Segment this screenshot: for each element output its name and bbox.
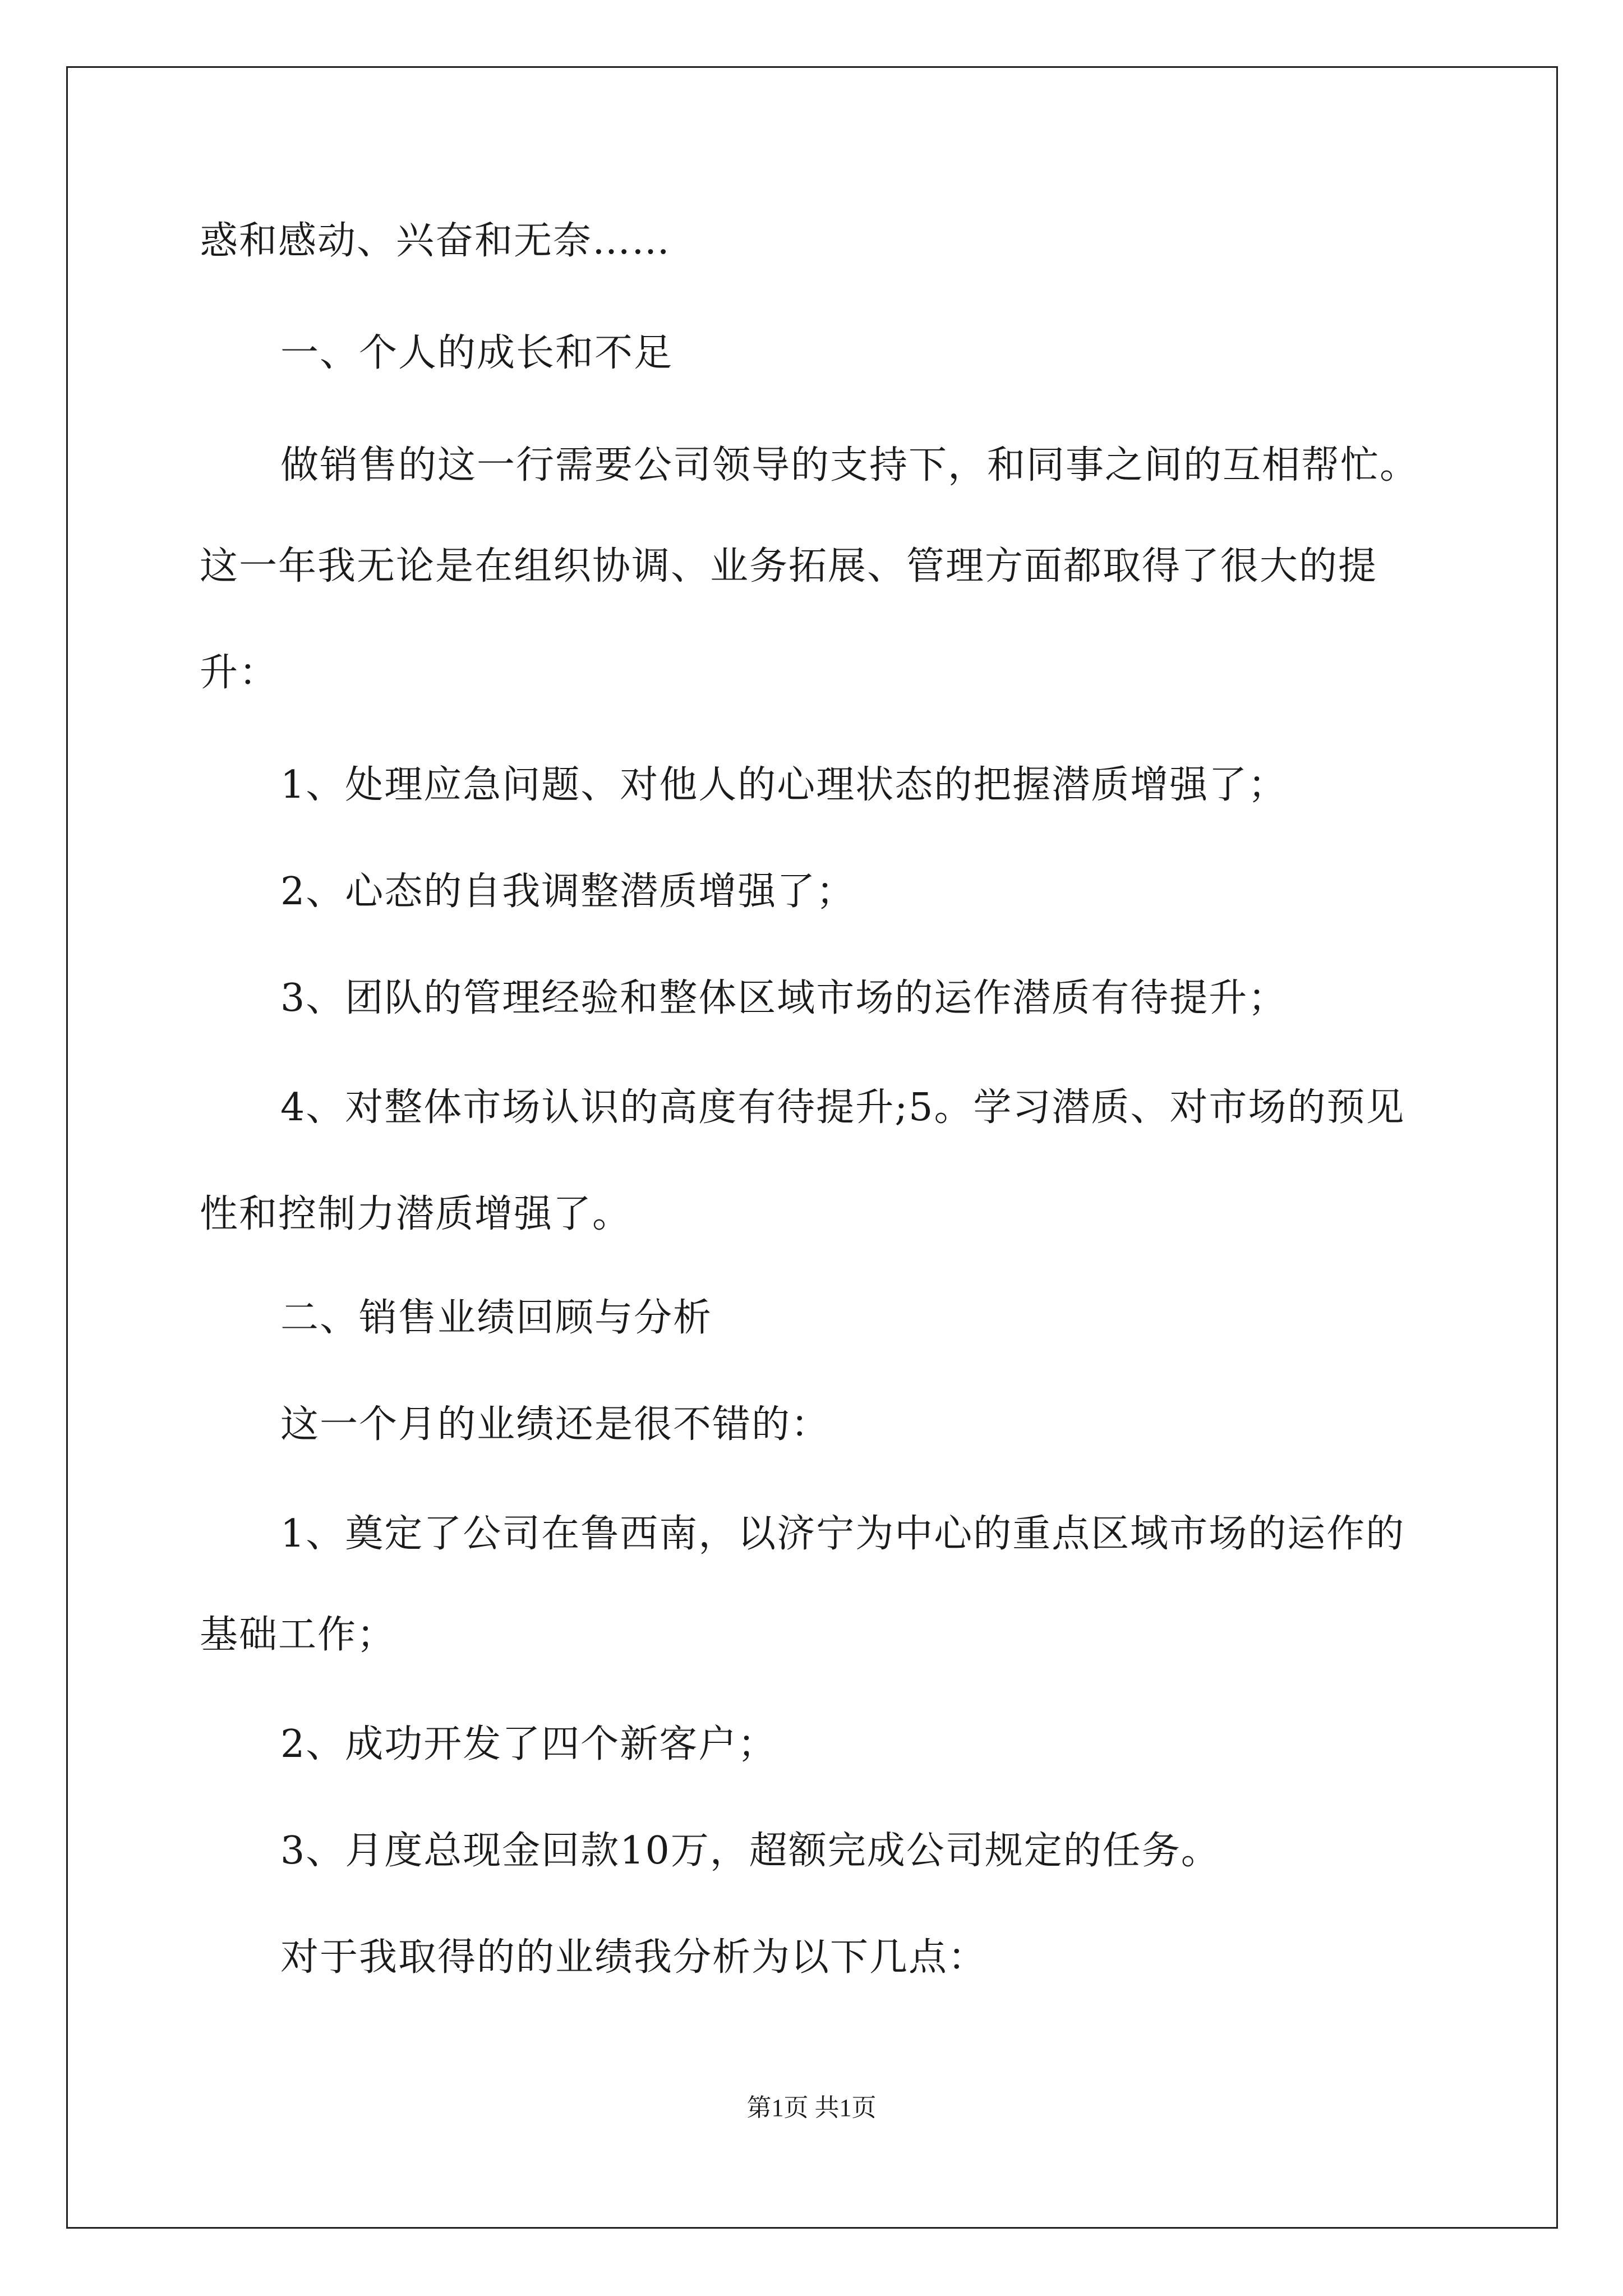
paragraph-line: 惑和感动、兴奋和无奈…… <box>200 219 671 263</box>
list-item: 4、对整体市场认识的高度有待提升;5。学习潜质、对市场的预见 <box>280 1085 1405 1130</box>
page-number-footer: 第1页 共1页 <box>746 2094 877 2122</box>
list-item: 2、心态的自我调整潜质增强了； <box>280 869 856 914</box>
list-item: 3、团队的管理经验和整体区域市场的运作潜质有待提升； <box>280 976 1288 1020</box>
list-item: 1、处理应急问题、对他人的心理状态的把握潜质增强了； <box>280 763 1288 807</box>
paragraph-line: 对于我取得的的业绩我分析为以下几点： <box>280 1935 988 1980</box>
section-heading-1: 一、个人的成长和不足 <box>280 331 674 375</box>
paragraph-line: 这一年我无论是在组织协调、业务拓展、管理方面都取得了很大的提 <box>200 544 1378 588</box>
paragraph-line: 这一个月的业绩还是很不错的： <box>280 1402 831 1447</box>
list-item: 1、奠定了公司在鲁西南，以济宁为中心的重点区域市场的运作的 <box>280 1512 1405 1556</box>
page-border <box>66 66 1558 2229</box>
list-item-continuation: 性和控制力潜质增强了。 <box>200 1192 632 1236</box>
list-item: 2、成功开发了四个新客户； <box>280 1722 777 1766</box>
list-item-continuation: 基础工作； <box>200 1613 396 1657</box>
paragraph-line: 升： <box>200 651 279 695</box>
paragraph-line: 做销售的这一行需要公司领导的支持下，和同事之间的互相帮忙。 <box>280 443 1419 487</box>
section-heading-2: 二、销售业绩回顾与分析 <box>280 1296 713 1340</box>
list-item: 3、月度总现金回款10万，超额完成公司规定的任务。 <box>280 1829 1220 1873</box>
